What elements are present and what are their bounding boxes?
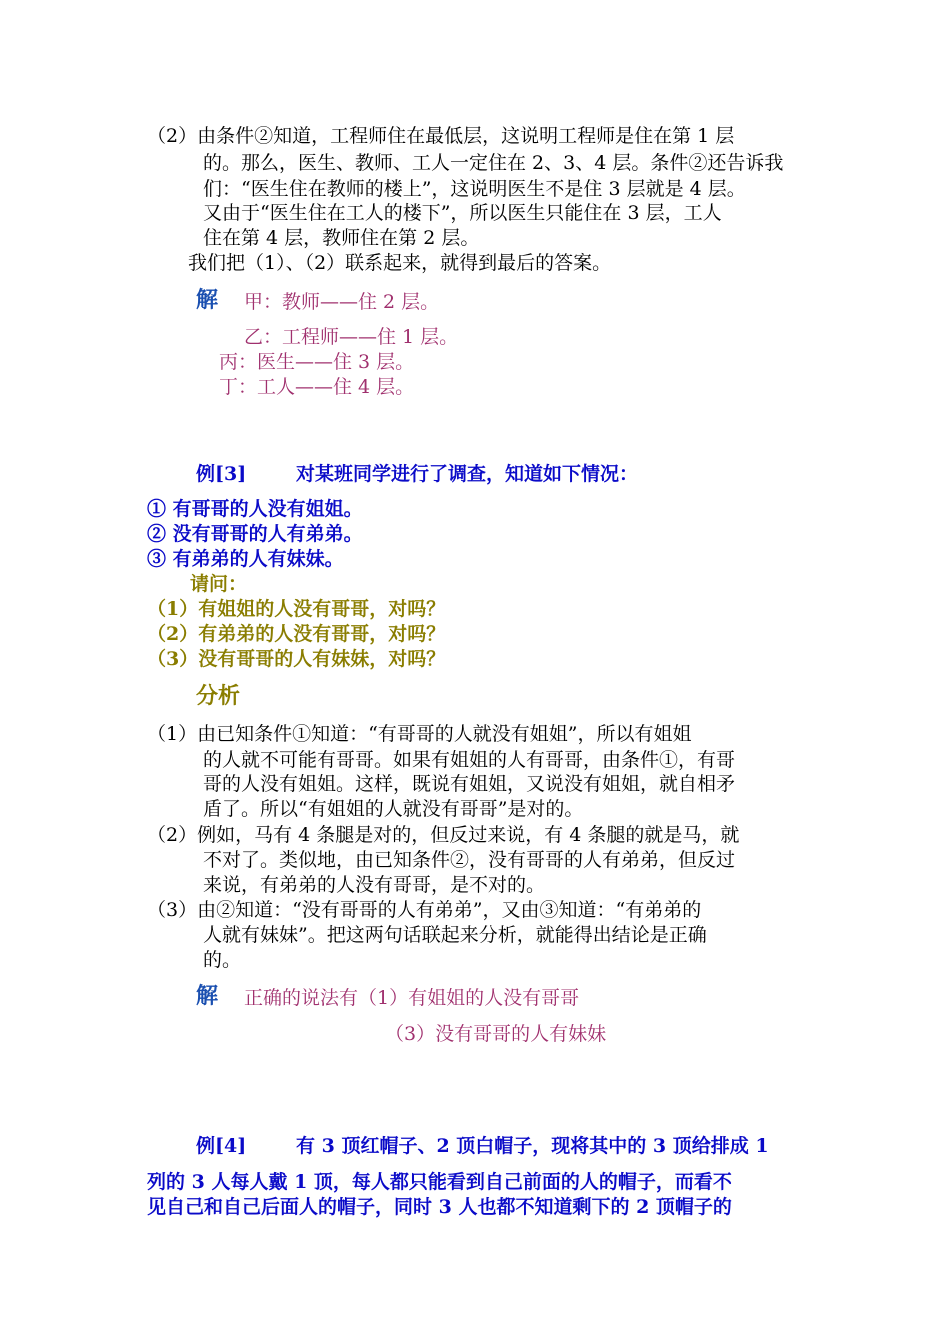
example4-line-1: 有 3 顶红帽子、2 顶白帽子，现将其中的 3 顶给排成 1: [296, 1135, 769, 1157]
part2-line-1: （2）由条件②知道，工程师住在最低层，这说明工程师是住在第 1 层: [147, 125, 735, 147]
example4-line-3: 见自己和自己后面人的帽子，同时 3 人也都不知道剩下的 2 顶帽子的: [147, 1196, 732, 1218]
analysis-label: 分析: [196, 683, 241, 709]
example3-title: 对某班同学进行了调查，知道如下情况：: [296, 463, 639, 485]
analysis-line-3: 哥的人没有姐姐。这样，既说有姐姐，又说没有姐姐，就自相矛: [203, 773, 736, 795]
part2-line-2: 的。那么，医生、教师、工人一定住在 2、3、4 层。条件②还告诉我: [203, 152, 784, 174]
analysis-line-6: 不对了。类似地，由已知条件②，没有哥哥的人有弟弟，但反过: [203, 849, 736, 871]
analysis-line-5: （2）例如，马有 4 条腿是对的，但反过来说，有 4 条腿的就是马，就: [147, 824, 740, 846]
answer3-label: 解: [196, 983, 219, 1009]
analysis-line-9: 人就有妹妹”。把这两句话联起来分析，就能得出结论是正确: [203, 924, 707, 946]
part2-line-5: 住在第 4 层，教师住在第 2 层。: [203, 227, 480, 249]
question-3: （3）没有哥哥的人有妹妹，对吗？: [147, 648, 446, 670]
question-intro: 请问：: [190, 573, 248, 595]
part2-line-3: 们：“医生住在教师的楼上”，这说明医生不是住 3 层就是 4 层。: [203, 178, 746, 200]
analysis-line-1: （1）由已知条件①知道：“有哥哥的人就没有姐姐”，所以有姐姐: [147, 723, 692, 745]
condition-2: ② 没有哥哥的人有弟弟。: [147, 523, 363, 545]
question-1: （1）有姐姐的人没有哥哥，对吗？: [147, 598, 446, 620]
answer3-line-1: 正确的说法有（1）有姐姐的人没有哥哥: [244, 987, 580, 1009]
answer-item-yi: 乙：工程师——住 1 层。: [244, 326, 459, 348]
answer-item-ding: 丁：工人——住 4 层。: [219, 376, 415, 398]
answer-label: 解: [196, 287, 219, 313]
question-2: （2）有弟弟的人没有哥哥，对吗？: [147, 623, 446, 645]
condition-1: ① 有哥哥的人没有姐姐。: [147, 498, 363, 520]
analysis-line-4: 盾了。所以“有姐姐的人就没有哥哥”是对的。: [203, 798, 584, 820]
answer3-line-2: （3）没有哥哥的人有妹妹: [385, 1023, 607, 1045]
example4-line-2: 列的 3 人每人戴 1 顶，每人都只能看到自己前面的人的帽子，而看不: [147, 1171, 732, 1193]
analysis-line-10: 的。: [203, 949, 242, 971]
analysis-line-8: （3）由②知道：“没有哥哥的人有弟弟”，又由③知道：“有弟弟的: [147, 899, 702, 921]
analysis-line-7: 来说，有弟弟的人没有哥哥，是不对的。: [203, 874, 546, 896]
example3-label: 例[3]: [196, 463, 247, 485]
answer-item-bing: 丙：医生——住 3 层。: [219, 351, 415, 373]
answer-item-jia: 甲：教师——住 2 层。: [244, 291, 440, 313]
analysis-line-2: 的人就不可能有哥哥。如果有姐姐的人有哥哥，由条件①，有哥: [203, 749, 736, 771]
part2-line-4: 又由于“医生住在工人的楼下”，所以医生只能住在 3 层，工人: [203, 202, 722, 224]
combine-line: 我们把（1）、（2）联系起来，就得到最后的答案。: [188, 252, 612, 274]
example4-label: 例[4]: [196, 1135, 247, 1157]
condition-3: ③ 有弟弟的人有妹妹。: [147, 548, 344, 570]
